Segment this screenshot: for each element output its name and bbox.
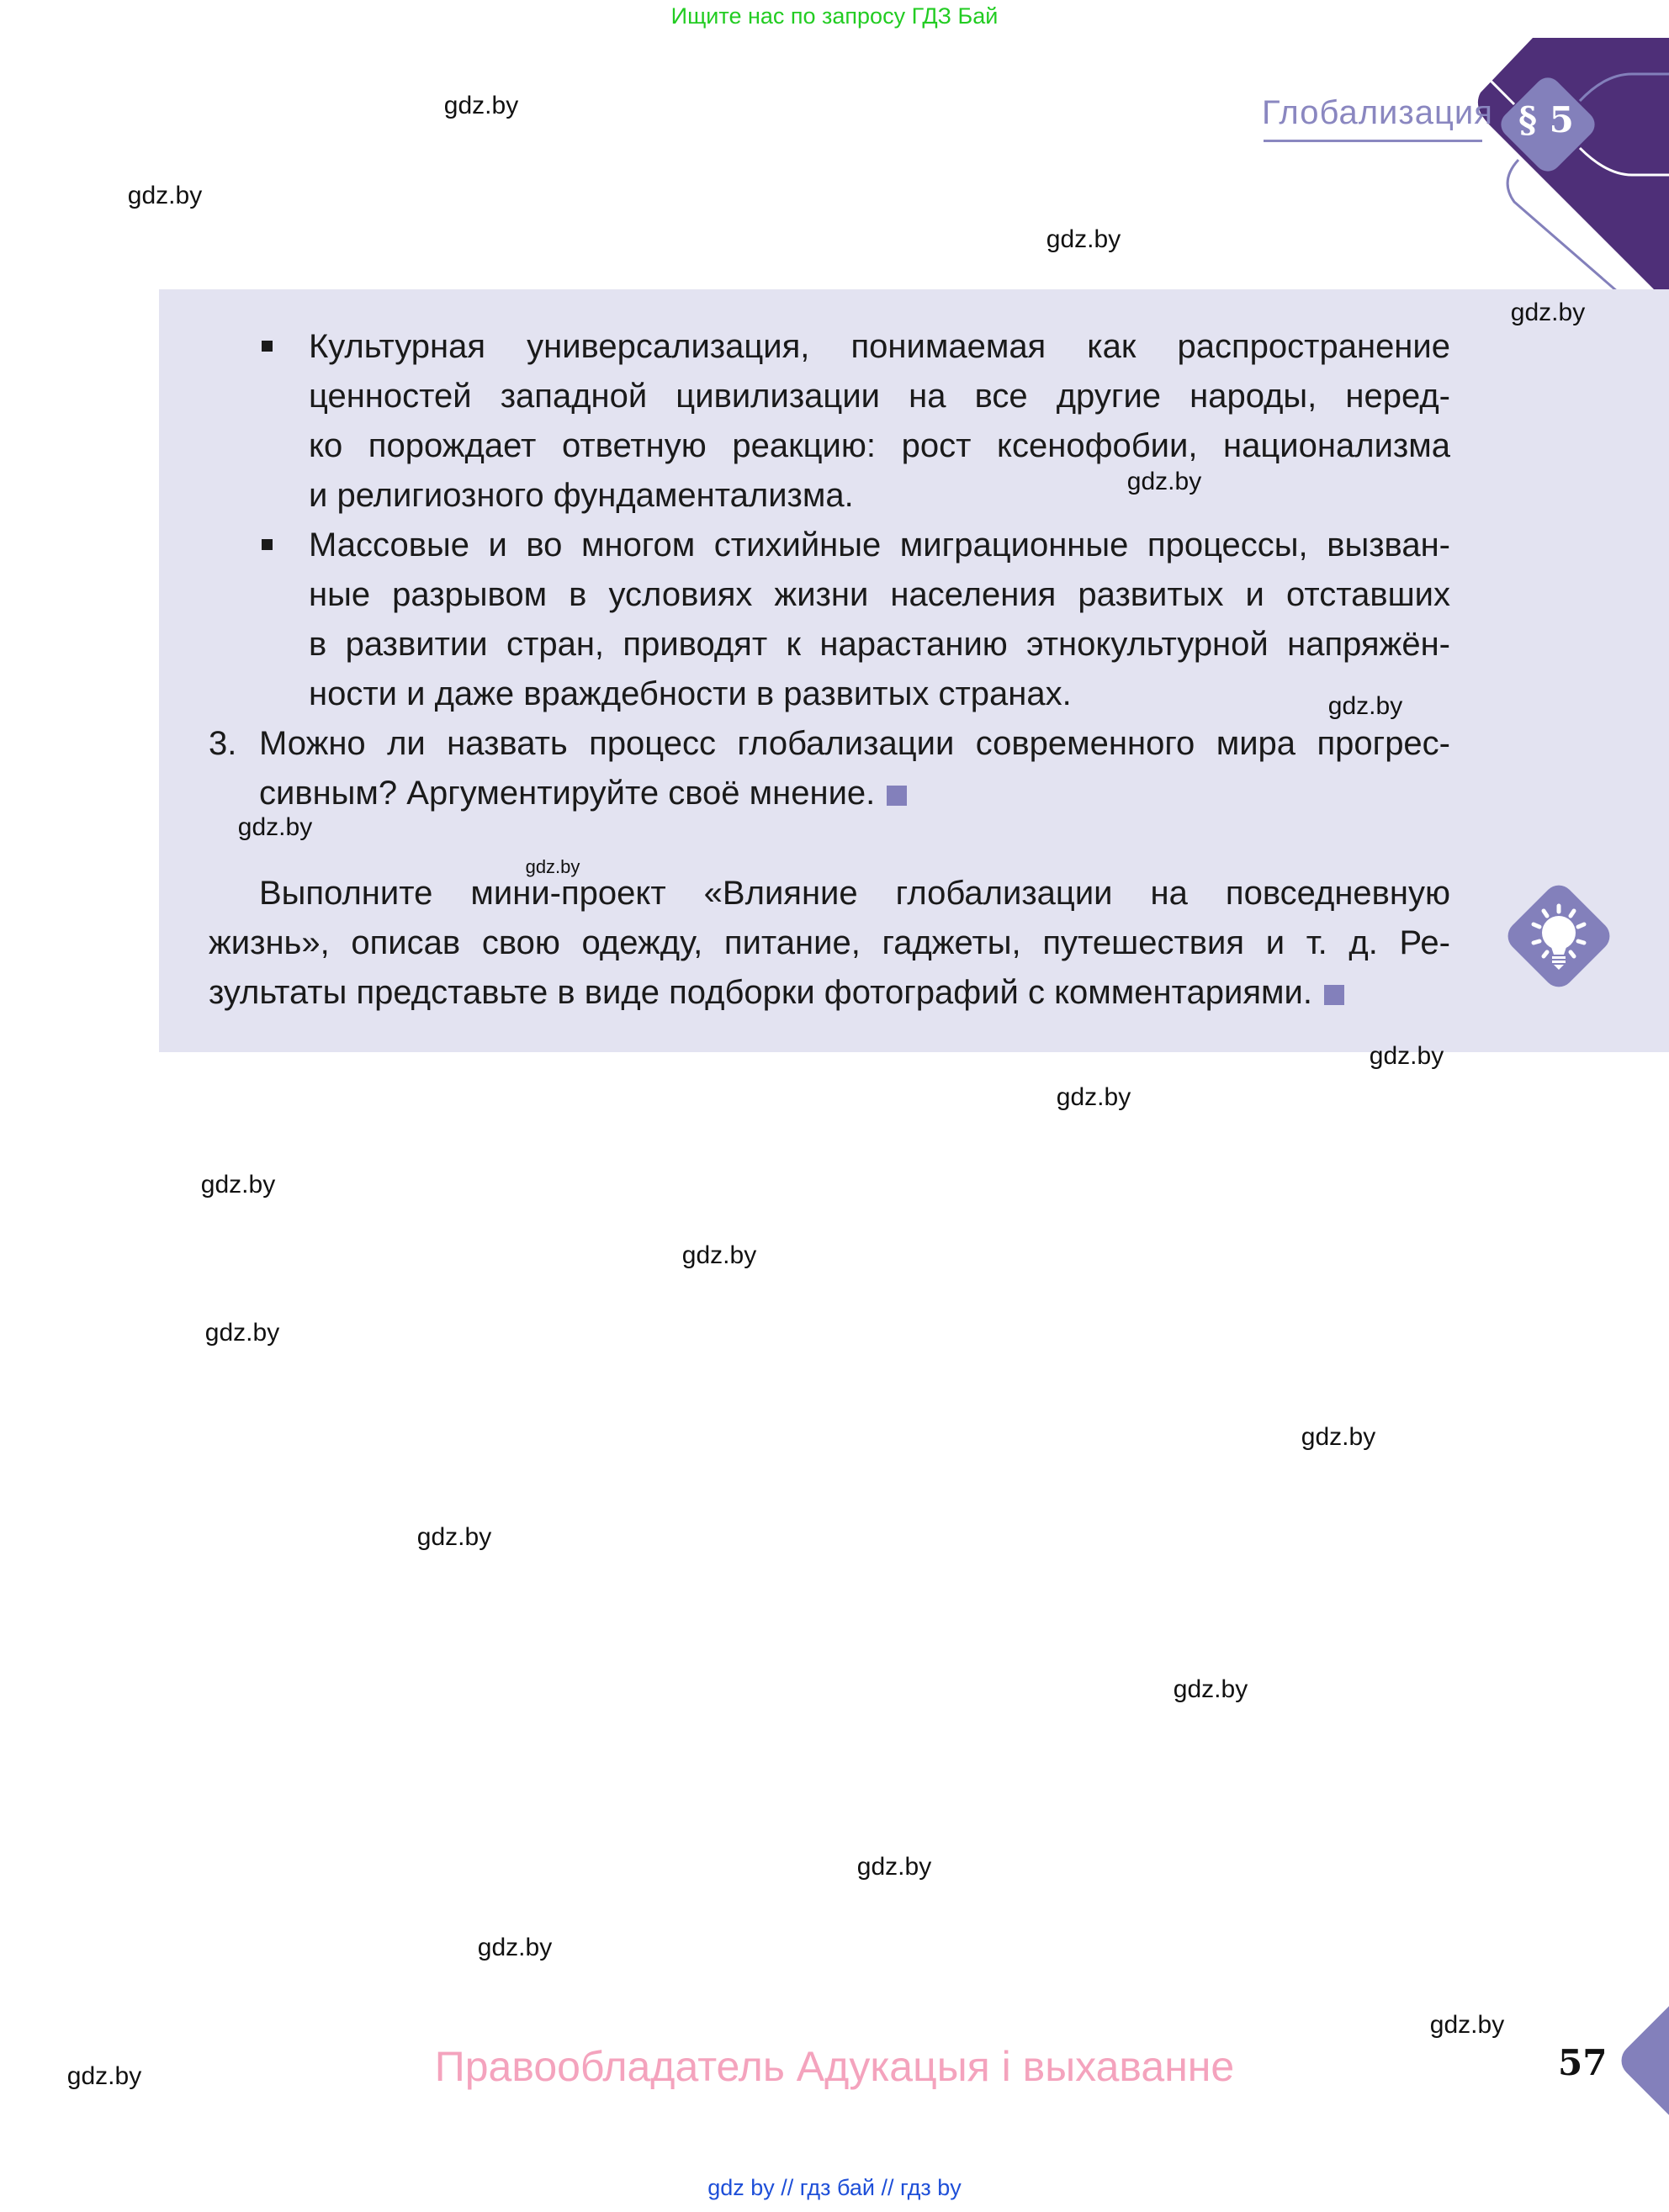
page-corner-diamond	[1615, 2006, 1669, 2124]
bullet-line: и религиозного фундаментализма.	[309, 477, 854, 514]
end-mark-icon	[1324, 985, 1344, 1005]
bullet-line: ности и даже враждебности в развитых странах.	[309, 675, 1072, 712]
watermark: gdz.by	[1510, 299, 1586, 326]
bullet-line: ценностей западной цивилизации на все другие народы, неред-	[309, 378, 1450, 415]
project-line: Выполните мини-проект «Влияние глобализации на повседневную	[259, 875, 1450, 912]
question-number: 3.	[209, 725, 237, 762]
bullet-line: Культурная универсализация, понимаемая как распространение	[309, 328, 1450, 365]
watermark: gdz.by	[525, 856, 580, 877]
watermark: gdz.by	[237, 813, 313, 841]
watermark: gdz.by	[443, 92, 519, 119]
bullet-line: ко порождает ответную реакцию: рост ксенофобии, национализма	[309, 427, 1450, 464]
watermark: gdz.by	[477, 1934, 553, 1961]
watermark: gdz.by	[127, 182, 203, 209]
end-mark-icon	[887, 786, 907, 806]
section-corner-decoration	[1430, 0, 1669, 336]
chapter-title: Глобализация	[1262, 94, 1493, 131]
watermark: gdz.by	[856, 1853, 932, 1881]
question-text: сивным? Аргументируйте своё мнение.	[259, 775, 876, 812]
watermark: gdz.by	[1126, 468, 1202, 495]
watermark: gdz.by	[1327, 692, 1403, 720]
watermark: gdz.by	[200, 1171, 276, 1199]
watermark: gdz.by	[681, 1241, 757, 1269]
watermark: gdz.by	[1173, 1675, 1248, 1703]
question-line-last	[259, 769, 907, 818]
bullet-marker	[262, 539, 273, 550]
watermark: gdz.by	[66, 2062, 142, 2090]
project-line-last	[209, 968, 1344, 1018]
bullet-line: Массовые и во многом стихийные миграционные процессы, вызван-	[309, 527, 1450, 564]
watermark: gdz.by	[1369, 1042, 1444, 1070]
copyright-notice: Правообладатель Адукацыя і выхаванне	[434, 2043, 1235, 2090]
question-line: Можно ли назвать процесс глобализации современного мира прогрес-	[259, 725, 1450, 762]
chapter-title-underline	[1264, 140, 1482, 142]
watermark: gdz.by	[416, 1523, 492, 1551]
watermark: gdz.by	[1056, 1083, 1131, 1111]
bullet-line: в развитии стран, приводят к нарастанию этнокультурной напряжён-	[309, 626, 1450, 663]
watermark: gdz.by	[204, 1319, 280, 1347]
page-number: 57	[1558, 2042, 1608, 2083]
watermark: gdz.by	[1046, 225, 1121, 253]
site-links[interactable]: gdz by // гдз бай // гдз by	[707, 2175, 962, 2200]
bullet-marker	[262, 341, 273, 352]
project-text: зультаты представьте в виде подборки фотографий с комментариями.	[209, 974, 1312, 1011]
bullet-line: ные разрывом в условиях жизни населения развитых и отставших	[309, 576, 1450, 613]
project-line: жизнь», описав свою одежду, питание, гаджеты, путешествия и т. д. Ре-	[209, 924, 1450, 961]
watermark: gdz.by	[1429, 2011, 1505, 2039]
section-number: § 5	[1518, 99, 1574, 140]
watermark: gdz.by	[1301, 1423, 1376, 1451]
lightbulb-icon	[1493, 871, 1624, 1002]
search-hint: Ищите нас по запросу ГДЗ Бай	[670, 3, 999, 29]
